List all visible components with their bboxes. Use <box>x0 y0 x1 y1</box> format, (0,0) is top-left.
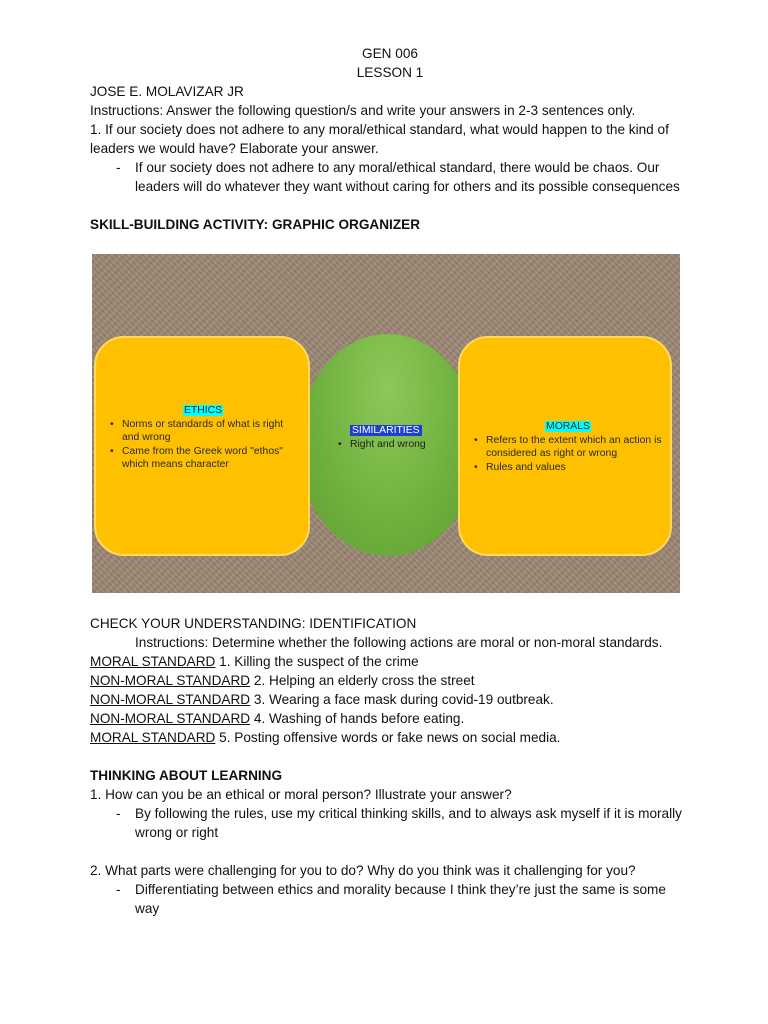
thinking-answer-1-text: By following the rules, use my critical thinking skills, and to always ask myself if it is morally wrong or right <box>135 806 682 840</box>
ethics-box <box>94 336 310 556</box>
identification-heading: CHECK YOUR UNDERSTANDING: IDENTIFICATION <box>90 616 417 631</box>
identification-answer: MORAL STANDARD <box>90 730 216 745</box>
identification-answer: NON-MORAL STANDARD <box>90 673 251 688</box>
student-name: JOSE E. MOLAVIZAR JR <box>90 84 244 99</box>
similarities-item: • Right and wrong <box>336 438 436 452</box>
identification-item: NON-MORAL STANDARD 2. Helping an elderly cross the street <box>90 673 475 688</box>
morals-box <box>458 336 672 556</box>
similarities-label: SIMILARITIES <box>352 425 420 436</box>
ethics-label: ETHICS <box>183 405 223 416</box>
morals-item: • Refers to the extent which an action is considered as right or wrong <box>472 434 664 461</box>
ethics-item: • Came from the Greek word "ethos" which means character <box>108 445 298 472</box>
identification-instructions: Instructions: Determine whether the following actions are moral or non-moral standards. <box>135 635 663 650</box>
morals-item: • Rules and values <box>472 461 664 475</box>
graphic-organizer <box>92 254 680 593</box>
dash-marker: - <box>116 806 121 821</box>
answer-1-text: If our society does not adhere to any moral/ethical standard, there would be chaos. Our leaders will do whatever they want without caring for others and its possible consequences <box>135 160 680 194</box>
document-body <box>90 44 690 234</box>
identification-answer: NON-MORAL STANDARD <box>90 692 251 707</box>
thinking-question-1: 1. How can you be an ethical or moral person? Illustrate your answer? <box>90 787 512 802</box>
identification-section <box>90 614 690 918</box>
thinking-answer-2-text: Differentiating between ethics and morality because I think they’re just the same is some way <box>135 882 666 916</box>
thinking-question-2: 2. What parts were challenging for you to do? Why do you think was it challenging for you? <box>90 863 636 878</box>
lesson-title: LESSON 1 <box>356 65 424 80</box>
dash-marker: - <box>116 160 121 175</box>
thinking-answer-2 <box>90 880 690 918</box>
ethics-item: • Norms or standards of what is right and wrong <box>108 418 298 445</box>
dash-marker: - <box>116 882 121 897</box>
answer-1 <box>90 158 690 196</box>
activity-heading: SKILL-BUILDING ACTIVITY: GRAPHIC ORGANIZER <box>90 217 421 232</box>
identification-item: MORAL STANDARD 5. Posting offensive words or fake news on social media. <box>90 730 561 745</box>
thinking-heading: THINKING ABOUT LEARNING <box>90 768 283 783</box>
identification-item: NON-MORAL STANDARD 4. Washing of hands before eating. <box>90 711 465 726</box>
identification-item: NON-MORAL STANDARD 3. Wearing a face mask during covid-19 outbreak. <box>90 692 554 707</box>
similarities-content <box>336 424 436 451</box>
thinking-answer-1 <box>90 804 690 842</box>
identification-answer: MORAL STANDARD <box>90 654 216 669</box>
identification-item: MORAL STANDARD 1. Killing the suspect of the crime <box>90 654 419 669</box>
instructions: Instructions: Answer the following question/s and write your answers in 2-3 sentences only. <box>90 103 636 118</box>
course-code: GEN 006 <box>362 46 418 61</box>
identification-answer: NON-MORAL STANDARD <box>90 711 251 726</box>
morals-label: MORALS <box>546 421 590 432</box>
question-1: 1. If our society does not adhere to any moral/ethical standard, what would happen to the kind of leaders we would have? Elaborate your answer. <box>90 122 669 156</box>
